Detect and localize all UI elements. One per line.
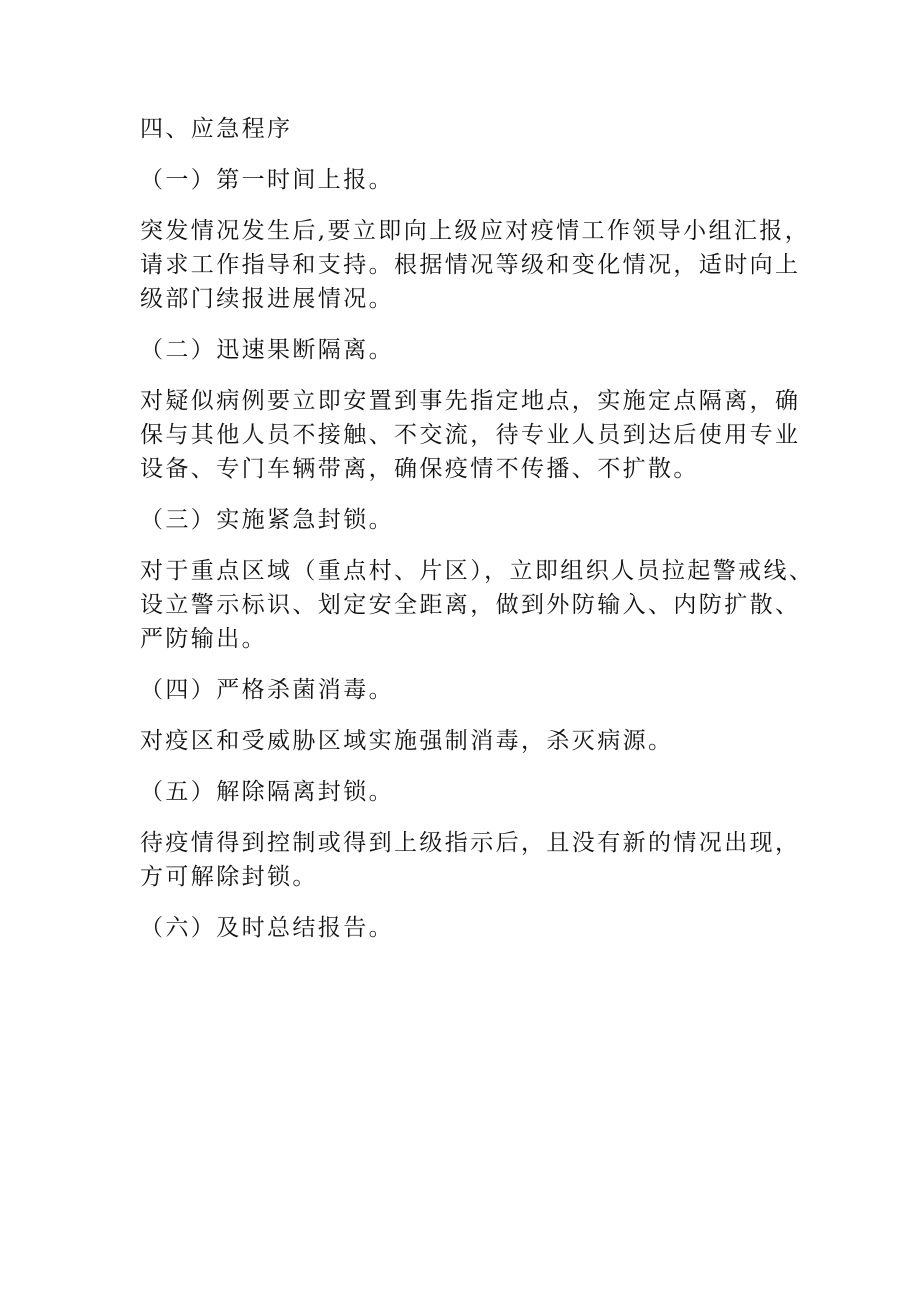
text-line: 设备、专门车辆带离，确保疫情不传播、不扩散。 <box>140 456 699 482</box>
text-line: 对疑似病例要立即安置到事先指定地点，实施定点隔离，确 <box>140 388 801 414</box>
text-line: 保与其他人员不接触、不交流，待专业人员到达后使用专业 <box>140 422 801 448</box>
text-line: （五）解除隔离封锁。 <box>140 779 394 805</box>
text-line: （一）第一时间上报。 <box>140 167 394 193</box>
text-line: 对疫区和受威胁区域实施强制消毒，杀灭病源。 <box>140 728 674 754</box>
text-line: 请求工作指导和支持。根据情况等级和变化情况，适时向上 <box>140 252 801 278</box>
text-line: 方可解除封锁。 <box>140 864 318 890</box>
text-line: （四）严格杀菌消毒。 <box>140 677 394 703</box>
subheading-2 <box>140 333 790 367</box>
text-line: 严防输出。 <box>140 626 267 652</box>
text-line: （二）迅速果断隔离。 <box>140 337 394 363</box>
document-body <box>140 112 815 962</box>
text-line: 突发情况发生后,要立即向上级应对疫情工作领导小组汇报， <box>140 218 811 244</box>
text-line: （三）实施紧急封锁。 <box>140 507 394 533</box>
text-line: 待疫情得到控制或得到上级指示后，且没有新的情况出现， <box>140 830 801 856</box>
subheading-3 <box>140 503 790 537</box>
paragraph-2 <box>140 384 801 486</box>
paragraph-1 <box>140 214 811 316</box>
subheading-6 <box>140 911 790 945</box>
text-line: 四、应急程序 <box>140 116 293 142</box>
text-line: 对于重点区域（重点村、片区），立即组织人员拉起警戒线、 <box>140 558 815 584</box>
paragraph-4 <box>140 724 790 758</box>
subheading-4 <box>140 673 790 707</box>
text-line: （六）及时总结报告。 <box>140 915 394 941</box>
text-line: 级部门续报进展情况。 <box>140 286 394 312</box>
paragraph-5 <box>140 826 801 894</box>
text-line: 设立警示标识、划定安全距离，做到外防输入、内防扩散、 <box>140 592 801 618</box>
subheading-5 <box>140 775 790 809</box>
paragraph-3 <box>140 554 815 656</box>
section-heading <box>140 112 790 146</box>
subheading-1 <box>140 163 790 197</box>
